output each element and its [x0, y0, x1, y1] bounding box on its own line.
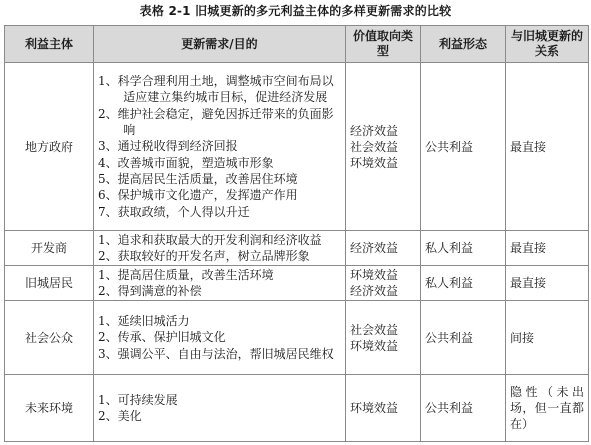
benefit-form-cell: 公共利益 — [421, 63, 506, 231]
table-caption: 表格 2-1 旧城更新的多元利益主体的多样更新需求的比较 — [139, 4, 452, 18]
need-item: 1、科学合理利用土地，调整城市空间布局以适应建立集约城市目标，促进经济发展 — [98, 74, 334, 105]
value-type: 经济效益 — [350, 284, 399, 298]
table-row — [5, 63, 589, 231]
need-item: 2、得到满意的补偿 — [98, 284, 202, 298]
relation-cell: 间接 — [506, 301, 589, 375]
needs-cell — [94, 375, 346, 442]
value-type-cell — [346, 375, 421, 442]
benefit-form-cell: 公共利益 — [421, 301, 506, 375]
header-row — [5, 26, 589, 63]
need-item: 3、强调公平、自由与法治，帮旧城居民维权 — [98, 346, 334, 361]
value-type-cell — [346, 266, 421, 301]
relation-cell: 最直接 — [506, 231, 589, 266]
value-type-cell — [346, 301, 421, 375]
table-row — [5, 231, 589, 266]
comparison-table — [4, 25, 589, 442]
need-item: 2、维护社会稳定，避免因拆迁带来的负面影响 — [98, 106, 334, 138]
value-type: 经济效益 — [350, 123, 399, 138]
value-type: 环境效益 — [350, 338, 399, 353]
table-row — [5, 375, 589, 442]
header-value-type: 价值取向类型 — [346, 26, 421, 63]
benefit-form-cell: 私人利益 — [421, 266, 506, 301]
need-item: 6、保护城市文化遗产，发挥遗产作用 — [98, 188, 298, 203]
need-item: 3、通过税收得到经济回报 — [98, 139, 238, 154]
benefit-form-cell: 公共利益 — [421, 375, 506, 442]
needs-cell — [94, 266, 346, 301]
header-relation: 与旧城更新的关系 — [506, 26, 589, 63]
value-type: 环境效益 — [350, 155, 399, 170]
table-row — [5, 301, 589, 375]
header-subject: 利益主体 — [5, 26, 94, 63]
subject-cell: 未来环境 — [5, 375, 94, 442]
value-type: 社会效益 — [350, 139, 399, 154]
value-type-cell — [346, 63, 421, 231]
subject-cell: 地方政府 — [5, 63, 94, 231]
value-type: 社会效益 — [350, 322, 399, 337]
need-item: 1、追求和获取最大的开发利润和经济收益 — [98, 232, 322, 247]
benefit-form-cell: 私人利益 — [421, 231, 506, 266]
needs-cell — [94, 231, 346, 266]
relation-cell: 最直接 — [506, 63, 589, 231]
need-item: 2、传承、保护旧城文化 — [98, 330, 226, 345]
header-benefit-form: 利益形态 — [421, 26, 506, 63]
need-item: 2、美化 — [98, 409, 142, 423]
subject-cell: 开发商 — [5, 231, 94, 266]
subject-cell: 社会公众 — [5, 301, 94, 375]
needs-cell — [94, 301, 346, 375]
value-type: 经济效益 — [350, 241, 399, 255]
needs-cell — [94, 63, 346, 231]
need-item: 1、延续旧城活力 — [98, 314, 190, 329]
need-item: 7、获取政绩，个人得以升迁 — [98, 204, 250, 219]
need-item: 4、改善城市面貌，塑造城市形象 — [98, 155, 274, 170]
relation-cell: 隐性（未出场，但一直都在） — [506, 375, 589, 442]
subject-cell: 旧城居民 — [5, 266, 94, 301]
need-item: 2、获取较好的开发名声，树立品牌形象 — [98, 249, 310, 263]
value-type: 环境效益 — [350, 401, 399, 415]
need-item: 1、提高居住质量，改善生活环境 — [98, 267, 274, 282]
need-item: 5、提高居民生活质量，改善居住环境 — [98, 171, 298, 186]
value-type: 环境效益 — [350, 268, 399, 282]
table-row — [5, 266, 589, 301]
need-item: 1、可持续发展 — [98, 392, 178, 407]
header-needs: 更新需求/目的 — [94, 26, 346, 63]
relation-cell: 最直接 — [506, 266, 589, 301]
value-type-cell — [346, 231, 421, 266]
